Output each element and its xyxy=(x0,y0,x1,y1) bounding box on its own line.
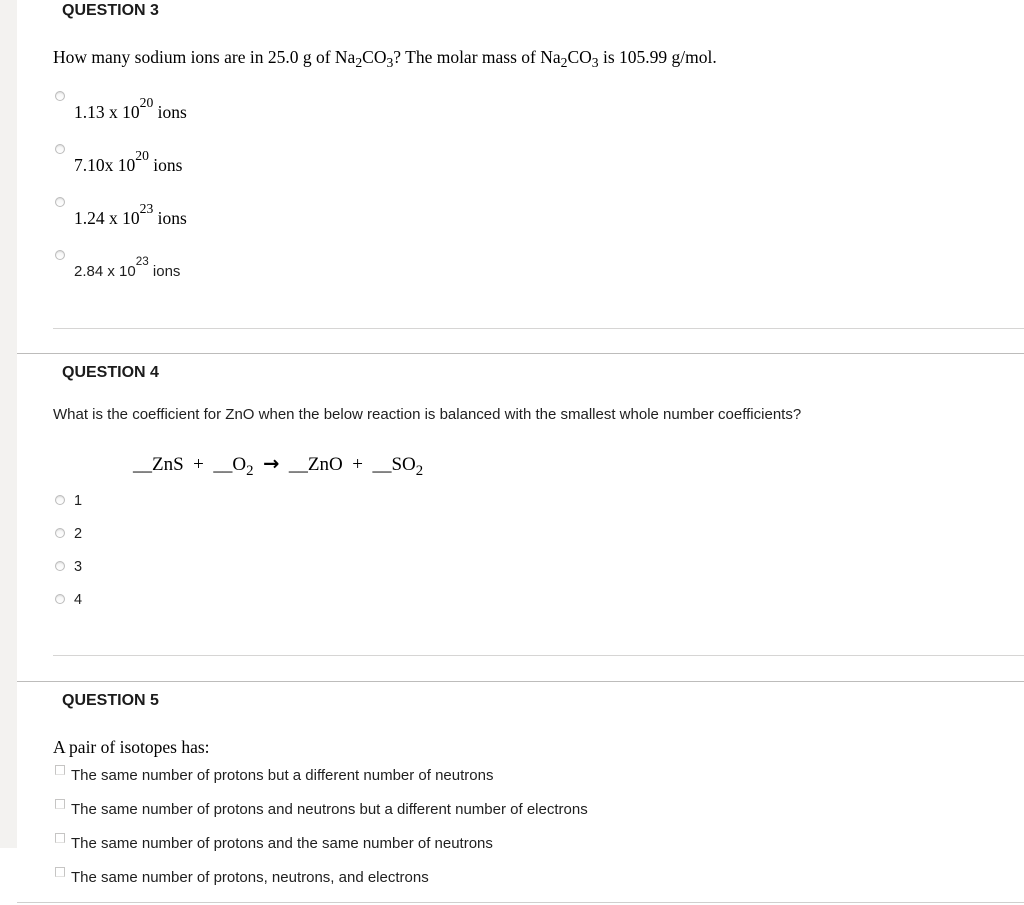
answer-option-label[interactable]: 1 xyxy=(74,493,83,510)
question-4-heading: QUESTION 4 xyxy=(62,364,159,382)
answer-option-label[interactable]: 2 xyxy=(74,526,83,543)
question-4-options xyxy=(53,492,1024,610)
answer-option-label[interactable]: 1.13 x $10^{20}$ ions xyxy=(74,95,187,123)
answer-option-label[interactable]: 3 xyxy=(74,559,83,576)
quiz-content xyxy=(17,0,1024,905)
radio-button[interactable] xyxy=(55,250,65,260)
answer-option xyxy=(53,765,1024,786)
question-4-block xyxy=(17,353,1024,656)
radio-button[interactable] xyxy=(55,528,65,538)
question-divider xyxy=(53,655,1024,656)
chemical-equation: __ZnS + $\_\_O_2$ → __ZnO + $\_\_SO_2$ xyxy=(133,452,424,480)
answer-option-label[interactable]: 2.84 x $10^{23}$ ions xyxy=(74,255,181,281)
answer-option xyxy=(53,833,1024,854)
answer-option xyxy=(53,558,1024,577)
answer-option xyxy=(53,867,1024,888)
answer-option-label[interactable]: The same number of protons but a different number of neutrons xyxy=(71,767,494,785)
answer-option xyxy=(53,141,1024,180)
answer-option-label[interactable]: 1.24 x $10^{23}$ ions xyxy=(74,201,187,229)
question-5-options xyxy=(53,765,1024,888)
answer-option xyxy=(53,525,1024,544)
answer-option-label[interactable]: The same number of protons, neutrons, and electrons xyxy=(71,869,429,887)
page-left-gutter xyxy=(0,0,17,848)
checkbox[interactable] xyxy=(55,765,65,775)
radio-button[interactable] xyxy=(55,594,65,604)
question-divider xyxy=(53,328,1024,329)
answer-option xyxy=(53,492,1024,511)
radio-button[interactable] xyxy=(55,495,65,505)
answer-option-label[interactable]: The same number of protons and neutrons but a different number of electrons xyxy=(71,801,588,819)
question-5-heading: QUESTION 5 xyxy=(62,692,159,710)
question-3-block xyxy=(17,0,1024,329)
answer-option-label[interactable]: 7.10x $10^{20}$ ions xyxy=(74,148,183,176)
question-3-options xyxy=(53,88,1024,286)
question-3-prompt: How many sodium ions are in 25.0 g of $Na_2CO_3$? The molar mass of $Na_2CO_3$ is 105.99 g/mol. xyxy=(53,47,717,71)
answer-option xyxy=(53,799,1024,820)
checkbox[interactable] xyxy=(55,867,65,877)
radio-button[interactable] xyxy=(55,561,65,571)
question-5-block xyxy=(17,681,1024,888)
answer-option-label[interactable]: 4 xyxy=(74,592,83,609)
answer-option xyxy=(53,194,1024,233)
radio-button[interactable] xyxy=(55,197,65,207)
answer-option-label[interactable]: The same number of protons and the same number of neutrons xyxy=(71,835,493,853)
question-4-prompt: What is the coefficient for ZnO when the below reaction is balanced with the smallest whole number coefficients? xyxy=(53,406,802,424)
radio-button[interactable] xyxy=(55,91,65,101)
question-5-prompt: A pair of isotopes has: xyxy=(53,737,210,758)
checkbox[interactable] xyxy=(55,833,65,843)
question-3-heading: QUESTION 3 xyxy=(62,2,159,19)
radio-button[interactable] xyxy=(55,144,65,154)
answer-option xyxy=(53,591,1024,610)
checkbox[interactable] xyxy=(55,799,65,809)
answer-option xyxy=(53,247,1024,286)
answer-option xyxy=(53,88,1024,127)
